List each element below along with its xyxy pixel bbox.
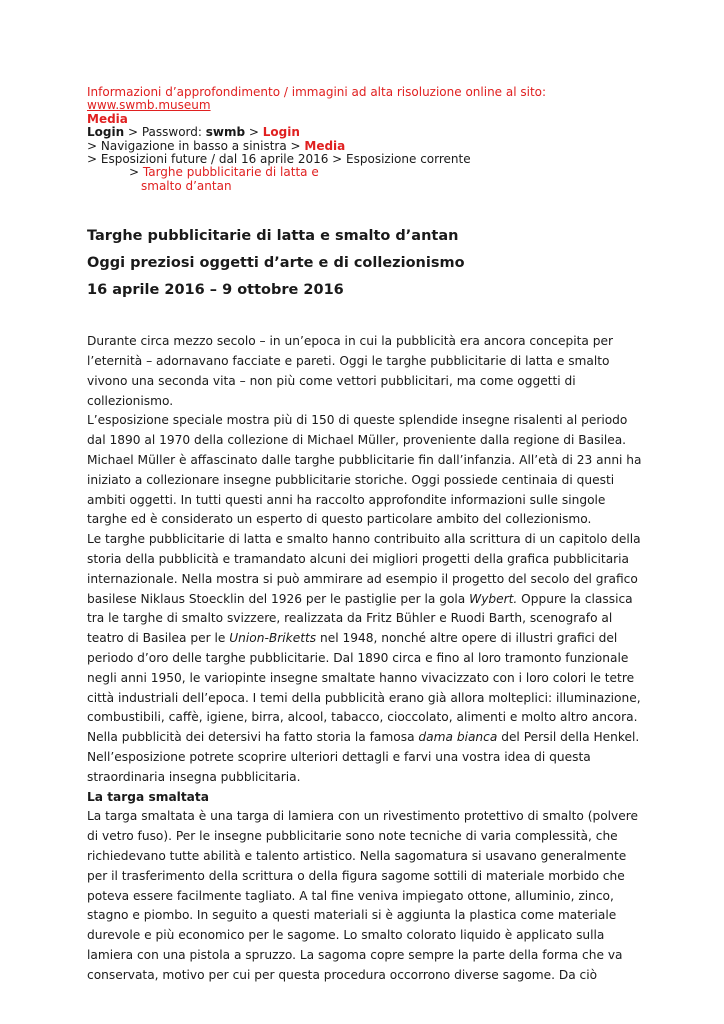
target-path: > Targhe pubblicitarie di latta e [129, 165, 319, 180]
dama-bianca-title: dama bianca [418, 730, 498, 745]
exhibition-dates: 16 aprile 2016 – 9 ottobre 2016 [87, 282, 344, 299]
website-link[interactable]: www.swmb.museum [87, 98, 211, 113]
paragraph-3: Le targhe pubblicitarie di latta e smalto hanno contribuito alla scrittura di un capitolo della storia della pubblicità e tramandato alcuni dei migliori progetti della grafica pubblicitaria internazionale. Nella mostra si può ammirare ad esempio il progetto del secolo del grafico basilese Niklaus Stoecklin del 1926 per le pastiglie per la gola Wybert. Oppure la classica tra le targhe di smalto svizzere, realizzata da Fritz Bühler e Ruodi Barth, scenografo al teatro di Basilea per le Union-Briketts nel 1948, nonché altre opere di illustri grafici del periodo d’oro delle targhe pubblicitarie. Dal 1890 circa e fino al loro tramonto funzionale negli anni 1950, le variopinte insegne smaltate hanno vivacizzato con i loro colori le tetre città industriali dell’epoca. I temi della pubblicità erano già allora molteplici: illuminazione, combustibili, caffè, igiene, birra, alcool, tabacco, cioccolato, alimenti e molto altro ancora. Nella pubblicità dei detersivi ha fatto storia la famosa dama bianca del Persil della Henkel. Nell’esposizione potrete scoprire ulteriori dettagli e farvi una vostra idea di questa straordinaria insegna pubblicitaria. [87, 532, 641, 784]
paragraph-4: La targa smaltata è una targa di lamiera con un rivestimento protettivo di smalto (polvere di vetro fuso). Per le insegne pubblicitarie sono note tecniche di varia complessità, che richiedevano tutte abilità e talento artistico. Nella sagomatura si usavano generalmente per il trasferimento della scrittura o della figura sagome sottili di materiale morbido che poteva essere facilmente tagliato. A tal fine veniva impiegato ottone, alluminio, zinco, stagno e piombo. In seguito a questi materiali si è aggiunta la plastica come materiale durevole e più economico per le sagome. Lo smalto colorato liquido è applicato sulla lamiera con una pistola a spruzzo. La sagoma copre sempre la parte della forma che va conservata, motivo per cui per questa procedura occorrono diverse sagome. Da ciò [87, 809, 639, 982]
body-text [87, 332, 647, 985]
paragraph-2: L’esposizione speciale mostra più di 150 di queste splendide insegne risalenti al periodo dal 1890 al 1970 della collezione di Michael Müller, proveniente dalla regione di Basilea. Michael Müller è affascinato dalle targhe pubblicitarie fin dall’infanzia. All’età di 23 anni ha iniziato a collezionare insegne pubblicitarie storiche. Oggi possiede centinaia di questi ambiti oggetti. In tutti questi anni ha raccolto approfondite informazioni sulle singole targhe ed è considerato un esperto di questo particolare ambito del collezionismo. [87, 413, 642, 527]
info-block [87, 86, 647, 193]
info-intro: Informazioni d’approfondimento / immagini ad alta risoluzione online al sito: [87, 85, 547, 99]
page-title: Targhe pubblicitarie di latta e smalto d’antan [87, 228, 459, 245]
headings [87, 223, 647, 304]
paragraph-1: Durante circa mezzo secolo – in un’epoca in cui la pubblicità era ancora concepita per l’eternità – adornavano facciate e pareti. Oggi le targhe pubblicitarie di latta e smalto vivono una seconda vita – non più come vettori pubblicitari, ma come oggetti di collezionismo. [87, 334, 613, 408]
navigation-instructions: > Navigazione in basso a sinistra > Media [87, 138, 346, 153]
target-link-line1[interactable]: Targhe pubblicitarie di latta e [142, 165, 319, 180]
wybert-title: Wybert. [469, 591, 518, 606]
page-subtitle: Oggi preziosi oggetti d’arte e di collezionismo [87, 255, 465, 272]
union-briketts-title: Union-Briketts [229, 631, 317, 646]
media-link[interactable]: Media [304, 138, 346, 153]
media-heading: Media [87, 111, 128, 126]
document-page [87, 86, 647, 986]
login-instructions: Login > Password: swmb > Login [87, 125, 300, 140]
password-value: swmb [205, 125, 246, 140]
login-label: Login [87, 125, 125, 140]
target-link-line2[interactable]: smalto d’antan [141, 178, 232, 193]
exhibition-path: > Esposizioni future / dal 16 aprile 2016 > Esposizione corrente [87, 152, 471, 167]
section-title: La targa smaltata [87, 789, 209, 804]
login-link[interactable]: Login [262, 125, 300, 140]
